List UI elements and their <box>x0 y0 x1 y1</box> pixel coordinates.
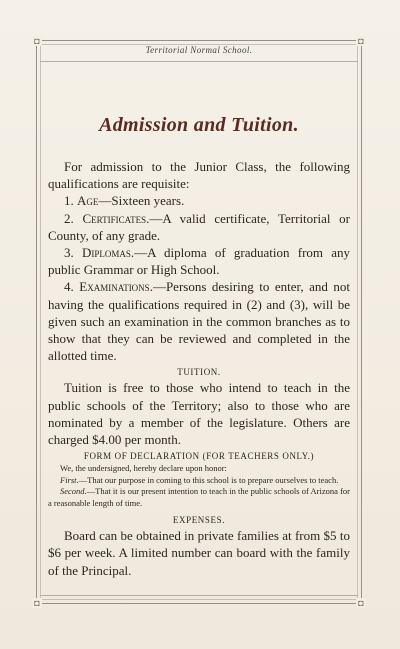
declaration-block <box>48 463 350 509</box>
item-number: 3. <box>64 245 74 261</box>
corner-ornament-icon: ◘ <box>356 36 366 46</box>
admission-intro-text: For admission to the Junior Class, the following qualifications are requisite: <box>48 159 350 192</box>
document-body <box>48 158 350 579</box>
admission-item-2 <box>48 210 350 244</box>
footer-rule <box>40 595 358 596</box>
admission-item-4 <box>48 278 350 364</box>
item-text: .—A valid certificate, Territorial or County, of any grade. <box>48 210 351 243</box>
declaration-second-text: —That it is our present intention to teach in the public schools of Arizona for a reasonable length of time. <box>48 486 350 508</box>
declaration-second-label: Second. <box>60 486 87 497</box>
page-title: Admission and Tuition. <box>99 114 299 136</box>
admission-item-3 <box>48 244 350 278</box>
admission-intro <box>48 158 350 192</box>
item-label: Certificates <box>82 210 147 226</box>
tuition-heading: TUITION. <box>177 367 221 378</box>
item-label: Diplomas <box>81 245 131 261</box>
item-text: —Sixteen years. <box>98 193 185 209</box>
declaration-second <box>48 486 350 509</box>
corner-ornament-icon: ◘ <box>32 36 42 46</box>
item-number: 1. <box>64 193 74 209</box>
tuition-text: Tuition is free to those who intend to teach in the public schools of the Territory; also to those who are nominated by a member of the legislature. Others are charged $4.00 per month. <box>48 380 350 448</box>
declaration-first-label: First. <box>60 474 79 485</box>
admission-item-1 <box>48 192 350 209</box>
corner-ornament-icon: ◘ <box>32 598 42 608</box>
item-text: .—A diploma of graduation from any public Grammar or High School. <box>48 245 350 278</box>
item-label: Age <box>77 193 99 209</box>
item-number: 2. <box>64 210 74 226</box>
expenses-text: Board can be obtained in private families at from $5 to $6 per week. A limited number can board with the family of the Principal. <box>48 528 350 578</box>
corner-ornament-icon: ◘ <box>356 598 366 608</box>
declaration-first-text: —That our purpose in coming to this school is to prepare ourselves to teach. <box>78 474 339 485</box>
expenses-heading: EXPENSES. <box>172 515 226 526</box>
item-text: .—Persons desiring to enter, and not having the qualifications required in (2) and (3), will be given such an examination in the common branches as to show that they can be reviewed and completed in the allotted time. <box>48 279 350 364</box>
item-label: Examinations <box>79 279 150 295</box>
declaration-heading: FORM OF DECLARATION (FOR TEACHERS ONLY.) <box>83 451 315 462</box>
declaration-intro: We, the undersigned, hereby declare upon honor: <box>60 463 227 474</box>
running-head: Territorial Normal School. <box>145 45 253 55</box>
item-number: 4. <box>64 279 74 295</box>
header-rule <box>40 61 358 62</box>
declaration-first <box>48 475 350 487</box>
